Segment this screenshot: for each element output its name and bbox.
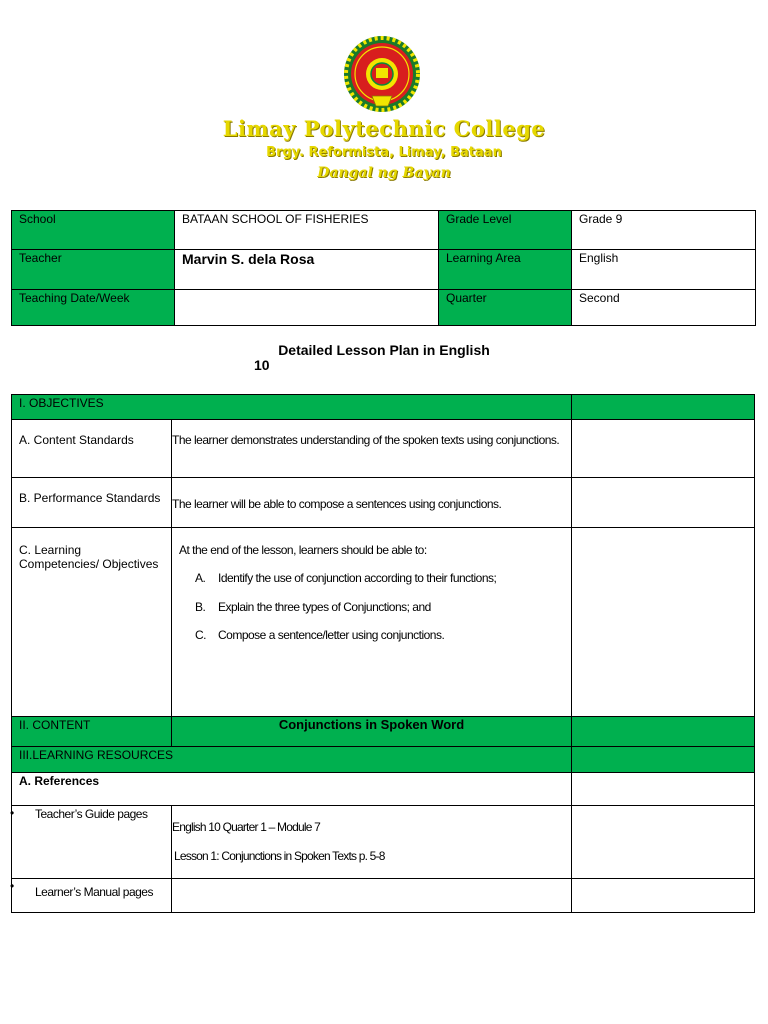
bullet-icon: • — [10, 806, 15, 820]
grade-level-value: Grade 9 — [571, 210, 756, 250]
plan-title: Detailed Lesson Plan in English — [278, 342, 490, 358]
performance-standards-label: B. Performance Standards — [11, 477, 172, 528]
tg-value-cell — [171, 805, 572, 879]
competencies-cell — [171, 527, 572, 717]
college-motto: Dangal ng Bayan — [317, 165, 451, 181]
quarter-label: Quarter — [438, 289, 572, 326]
performance-standards-text: The learner will be able to compose a sentences using conjunctions. — [171, 477, 572, 528]
tg-label: Teacher’s Guide pages — [35, 807, 148, 821]
tg-line-2: Lesson 1: Conjunctions in Spoken Texts p. 5-8 — [174, 849, 385, 863]
objective-c-letter: C. — [195, 628, 206, 642]
objective-c-text: Compose a sentence/letter using conjunctions. — [218, 628, 445, 642]
competencies-label: C. Learning Competencies/ Objectives — [11, 527, 172, 717]
objective-b-letter: B. — [195, 600, 206, 614]
plan-title-grade: 10 — [254, 357, 270, 373]
college-address: Brgy. Reformista, Limay, Bataan — [266, 145, 502, 160]
content-standards-text: The learner demonstrates understanding of the spoken texts using conjunctions. — [171, 419, 572, 478]
grade-level-label: Grade Level — [438, 210, 572, 250]
content-standards-notes — [571, 419, 755, 478]
tg-label-cell — [11, 805, 172, 879]
lm-label: Learner’s Manual pages — [35, 885, 153, 899]
teaching-date-label: Teaching Date/Week — [11, 289, 175, 326]
competencies-intro: At the end of the lesson, learners should be able to: — [179, 543, 427, 557]
teaching-date-value — [174, 289, 439, 326]
learning-area-label: Learning Area — [438, 249, 572, 290]
competencies-notes — [571, 527, 755, 717]
resources-header-extra — [571, 746, 755, 773]
lm-notes — [571, 878, 755, 913]
resources-header: III.LEARNING RESOURCES — [11, 746, 572, 773]
school-label: School — [11, 210, 175, 250]
quarter-value: Second — [571, 289, 756, 326]
lm-label-cell — [11, 878, 172, 913]
performance-standards-notes — [571, 477, 755, 528]
objectives-header: I. OBJECTIVES — [11, 394, 572, 420]
teacher-label: Teacher — [11, 249, 175, 290]
school-value: BATAAN SCHOOL OF FISHERIES — [174, 210, 439, 250]
teacher-value: Marvin S. dela Rosa — [174, 249, 439, 290]
content-notes — [571, 716, 755, 747]
tg-notes — [571, 805, 755, 879]
learning-area-value: English — [571, 249, 756, 290]
tg-line-1: English 10 Quarter 1 – Module 7 — [172, 820, 320, 834]
lm-value — [171, 878, 572, 913]
seal-rays — [344, 36, 420, 112]
content-topic: Conjunctions in Spoken Word — [171, 716, 572, 747]
objective-b-text: Explain the three types of Conjunctions; and — [218, 600, 431, 614]
college-name: Limay Polytechnic College — [222, 116, 546, 141]
objective-a-text: Identify the use of conjunction according to their functions; — [218, 571, 497, 585]
references-notes — [571, 772, 755, 806]
content-header: II. CONTENT — [11, 716, 172, 747]
college-seal-logo — [342, 36, 422, 112]
objective-a-letter: A. — [195, 571, 206, 585]
references-label: A. References — [11, 772, 572, 806]
bullet-icon: • — [10, 879, 15, 893]
content-standards-label: A. Content Standards — [11, 419, 172, 478]
objectives-header-extra — [571, 394, 755, 420]
